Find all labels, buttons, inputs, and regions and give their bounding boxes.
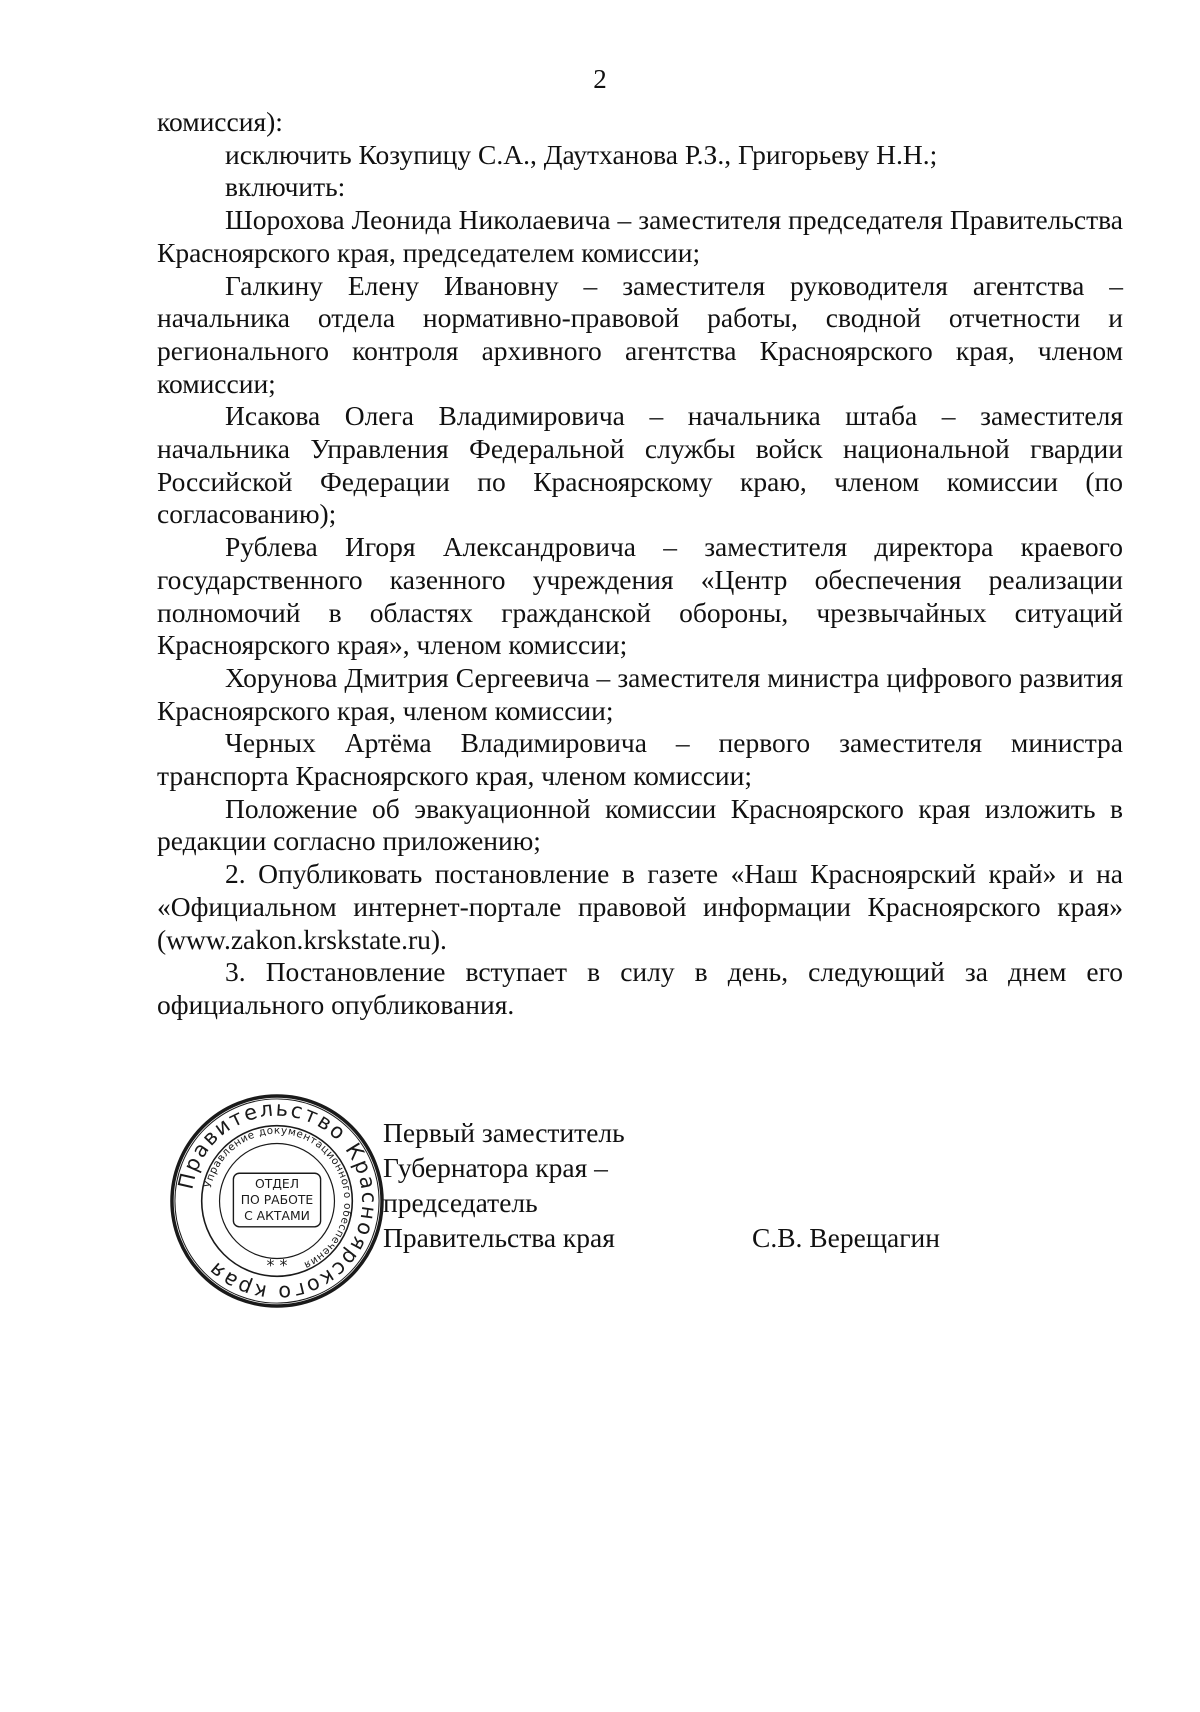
paragraph-publish: 2. Опубликовать постановление в газете «Наш Красноярский край» и на «Официальном интернет-портале правовой информации Красноярского края» (www.zakon.krskstate.ru).	[157, 858, 1123, 955]
paragraph-member-galkina: Галкину Елену Ивановну – заместителя руководителя агентства – начальника отдела нормативно-правовой работы, сводной отчетности и регионального контроля архивного агентства Красноярского края, членом комиссии;	[157, 269, 1123, 399]
paragraph-include: включить:	[225, 171, 346, 203]
paragraph-member-rublev: Рублева Игоря Александровича – заместителя директора краевого государственного казенного учреждения «Центр обеспечения реализации полномочий в областях гражданской обороны, чрезвычайных ситуаций Красноярского края», членом комиссии;	[157, 531, 1123, 661]
seal-inner-text: Управление документационного обеспечения	[201, 1124, 354, 1272]
paragraph-member-khorunov: Хорунова Дмитрия Сергеевича – заместителя министра цифрового развития Красноярского края, членом комиссии;	[157, 661, 1123, 726]
paragraph-effective: 3. Постановление вступает в силу в день, следующий за днем его официального опубликования.	[157, 956, 1123, 1020]
seal-stars: * *	[266, 1255, 288, 1275]
seal-center-line-3: С АКТАМИ	[244, 1208, 310, 1223]
position-line-1: Первый заместитель	[383, 1117, 625, 1148]
official-seal-stamp	[168, 1092, 386, 1310]
position-line-2: Губернатора края –	[383, 1152, 608, 1183]
seal-center-line-2: ПО РАБОТЕ	[240, 1192, 314, 1207]
position-line-4: Правительства края	[383, 1222, 615, 1253]
paragraph-member-chernykh: Черных Артёма Владимировича – первого заместителя министра транспорта Красноярского края, членом комиссии;	[157, 727, 1123, 792]
signatory-name: С.В. Верещагин	[752, 1222, 940, 1253]
signatory-position	[383, 1115, 625, 1255]
paragraph-regulation: Положение об эвакуационной комиссии Красноярского края изложить в редакции согласно приложению;	[157, 792, 1123, 857]
paragraph-member-isakov: Исакова Олега Владимировича – начальника штаба – заместителя начальника Управления Федеральной службы войск национальной гвардии Российской Федерации по Красноярскому краю, членом комиссии (по согласованию);	[157, 400, 1123, 530]
document-body	[157, 106, 1123, 1022]
paragraph-member-shorokhov: Шорохова Леонида Николаевича – заместителя председателя Правительства Красноярского края, председателем комиссии;	[157, 204, 1123, 268]
page-number: 2	[593, 64, 607, 94]
seal-outer-text: Правительство Красноярского края	[173, 1096, 382, 1306]
seal-center-line-1: ОТДЕЛ	[254, 1177, 300, 1192]
paragraph-continuation: комиссия):	[157, 106, 283, 137]
position-line-3: председатель	[383, 1187, 538, 1218]
paragraph-exclude: исключить Козупицу С.А., Даутханова Р.З., Григорьеву Н.Н.;	[225, 138, 938, 170]
